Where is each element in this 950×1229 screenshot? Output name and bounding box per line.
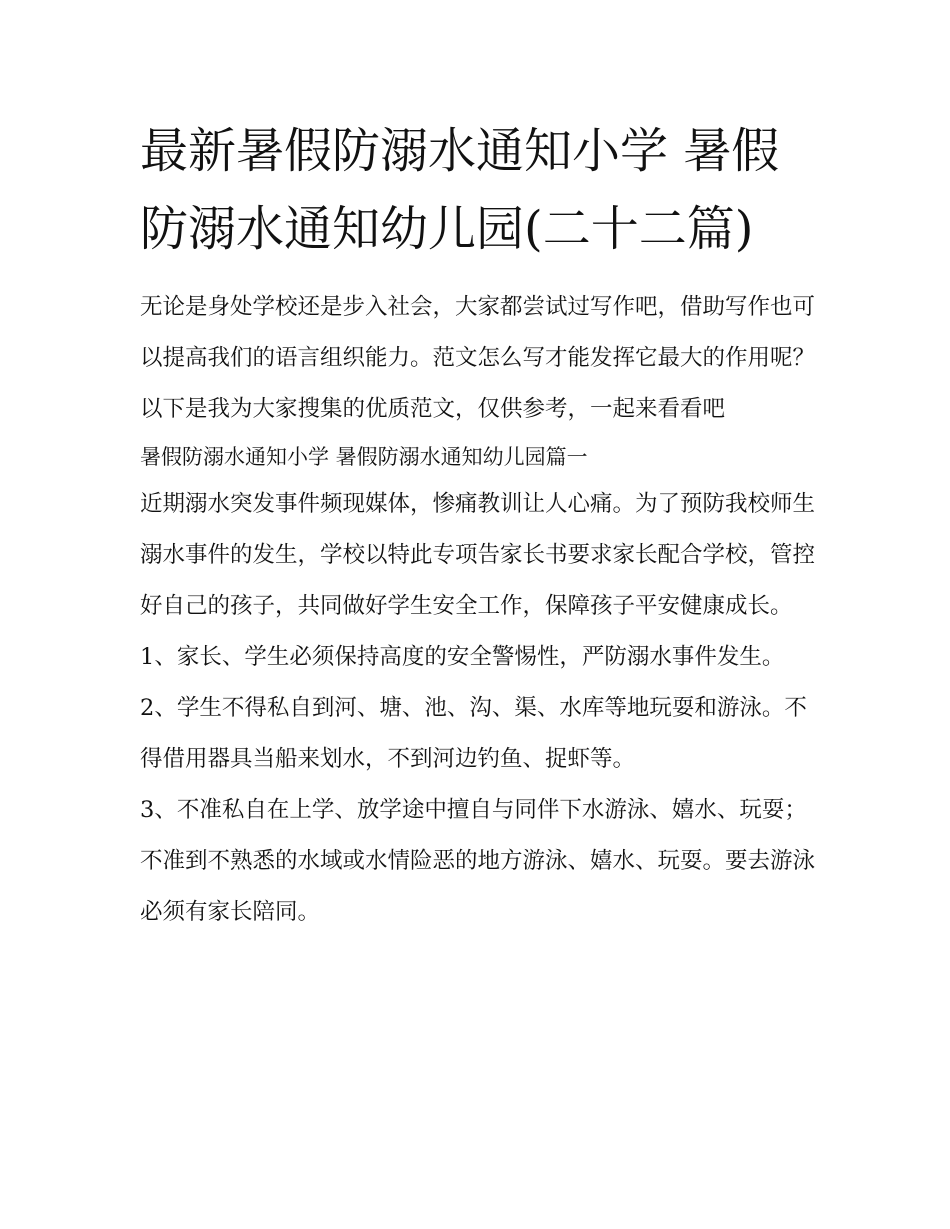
intro-paragraph: 无论是身处学校还是步入社会，大家都尝试过写作吧，借助写作也可以提高我们的语言组织能力。范文怎么写才能发挥它最大的作用呢？以下是我为大家搜集的优质范文，仅供参考，一起来看看吧 <box>140 294 816 422</box>
body-paragraph: 近期溺水突发事件频现媒体，惨痛教训让人心痛。为了预防我校师生溺水事件的发生，学校以特此专项告家长书要求家长配合学校，管控好自己的孩子，共同做好学生安全工作，保障孩子平安健康成长。 <box>140 491 816 619</box>
list-item-2: 2、学生不得私自到河、塘、池、沟、渠、水库等地玩耍和游泳。不得借用器具当船来划水，不到河边钓鱼、捉虾等。 <box>140 695 807 772</box>
document-body <box>140 282 820 938</box>
section-heading: 暑假防溺水通知小学 暑假防溺水通知幼儿园篇一 <box>140 445 588 469</box>
document-title: 最新暑假防溺水通知小学 暑假防溺水通知幼儿园(二十二篇) <box>140 123 780 257</box>
list-item-3: 3、不准私自在上学、放学途中擅自与同伴下水游泳、嬉水、玩耍；不准到不熟悉的水域或水情险恶的地方游泳、嬉水、玩耍。要去游泳必须有家长陪同。 <box>140 797 816 925</box>
list-item-1: 1、家长、学生必须保持高度的安全警惕性，严防溺水事件发生。 <box>140 644 785 670</box>
document-page <box>140 112 820 938</box>
